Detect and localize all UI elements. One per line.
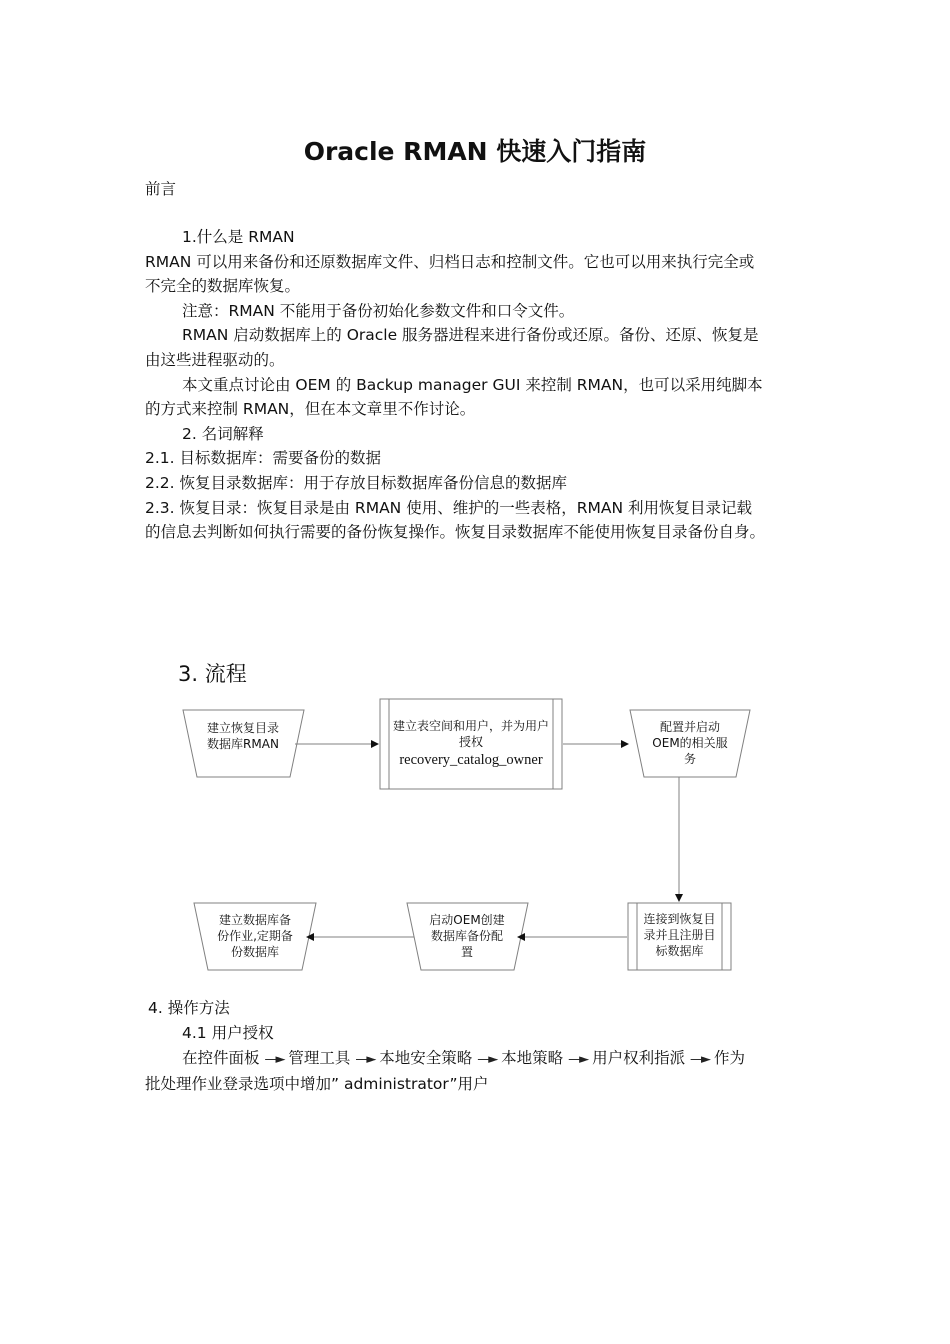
section-4-1-heading: 4.1 用户授权 xyxy=(182,1024,274,1042)
path-step-6: 作为 xyxy=(713,1049,745,1067)
path-line-2: 批处理作业登录选项中增加” administrator”用户 xyxy=(145,1075,489,1093)
path-step-5: 用户权利指派 xyxy=(592,1049,686,1067)
section-1-p2-line2: 由这些进程驱动的。 xyxy=(145,350,285,369)
flow-step-2-line2: 授权 xyxy=(458,735,483,749)
path-step-3: 本地安全策略 xyxy=(379,1049,473,1067)
flow-step-1-line2: 数据库RMAN xyxy=(207,737,279,751)
flow-step-3-line1: 配置并启动 xyxy=(659,720,720,734)
flow-step-5-line2: 数据库备份配 xyxy=(430,929,503,943)
document-title: Oracle RMAN 快速入门指南 xyxy=(303,137,647,166)
section-1-p1-line2: 不完全的数据库恢复。 xyxy=(145,277,301,296)
section-1-p1-line1: RMAN 可以用来备份和还原数据库文件、归档日志和控制文件。它也可以用来执行完全或 xyxy=(145,252,755,271)
arrow-icon: —► xyxy=(264,1052,284,1067)
flow-step-4-line2: 录并且注册目 xyxy=(643,928,716,942)
flow-step-5-text xyxy=(414,912,520,960)
preface-label: 前言 xyxy=(145,180,177,198)
path-step-2: 管理工具 xyxy=(288,1049,351,1067)
term-2-2: 2.2. 恢复目录数据库：用于存放目标数据库备份信息的数据库 xyxy=(145,473,568,492)
section-1-note: 注意：RMAN 不能用于备份初始化参数文件和口令文件。 xyxy=(182,301,575,320)
arrow-icon: —► xyxy=(690,1052,710,1067)
flow-step-1-line1: 建立恢复目录 xyxy=(206,721,279,735)
flow-step-4-line1: 连接到恢复目 xyxy=(643,912,716,926)
flow-step-4-line3: 标数据库 xyxy=(655,944,704,958)
arrow-icon: —► xyxy=(568,1052,588,1067)
term-2-1: 2.1. 目标数据库：需要备份的数据 xyxy=(145,449,382,468)
operations-block xyxy=(145,996,810,1097)
flow-step-2-line1: 建立表空间和用户，并为用户 xyxy=(392,719,549,733)
flow-step-3-line2: OEM的相关服 xyxy=(652,736,728,750)
flow-step-3-text xyxy=(637,719,743,767)
flow-step-6-line3: 份数据库 xyxy=(230,945,279,959)
flow-step-3-line3: 务 xyxy=(683,752,696,766)
term-2-3-line1: 2.3. 恢复目录：恢复目录是由 RMAN 使用、维护的一些表格，RMAN 利用恢复目录记载 xyxy=(145,498,752,517)
flow-step-5-line1: 启动OEM创建 xyxy=(429,913,505,927)
flow-step-6-line1: 建立数据库备 xyxy=(218,913,291,927)
section-1-p2-line1: RMAN 启动数据库上的 Oracle 服务器进程来进行备份或还原。备份、还原、恢复是 xyxy=(182,326,759,345)
flow-step-6-text xyxy=(202,912,308,960)
term-2-3-line2: 的信息去判断如何执行需要的备份恢复操作。恢复目录数据库不能使用恢复目录备份自身。 xyxy=(145,523,766,542)
section-3-heading: 3. 流程 xyxy=(178,662,247,686)
path-step-1: 在控件面板 xyxy=(182,1049,260,1067)
flow-step-4-text xyxy=(637,911,722,959)
flow-step-6-line2: 份作业,定期备 xyxy=(217,929,293,943)
flow-step-2-line3: recovery_catalog_owner xyxy=(399,752,543,768)
section-4-heading: 4. 操作方法 xyxy=(148,999,230,1017)
section-1-heading: 1.什么是 RMAN xyxy=(182,228,295,246)
section-2-heading: 2. 名词解释 xyxy=(182,424,264,443)
arrow-icon: —► xyxy=(477,1052,497,1067)
flow-step-5-line3: 置 xyxy=(460,945,473,959)
path-line-1 xyxy=(145,1046,810,1072)
path-step-4: 本地策略 xyxy=(501,1049,564,1067)
flow-step-2-text xyxy=(389,718,553,770)
arrow-icon: —► xyxy=(355,1052,375,1067)
flow-step-1-text xyxy=(190,720,296,752)
section-1-p3-line1: 本文重点讨论由 OEM 的 Backup manager GUI 来控制 RMAN，也可以采用纯脚本 xyxy=(182,375,763,394)
section-1-p3-line2: 的方式来控制 RMAN，但在本文章里不作讨论。 xyxy=(145,400,476,419)
